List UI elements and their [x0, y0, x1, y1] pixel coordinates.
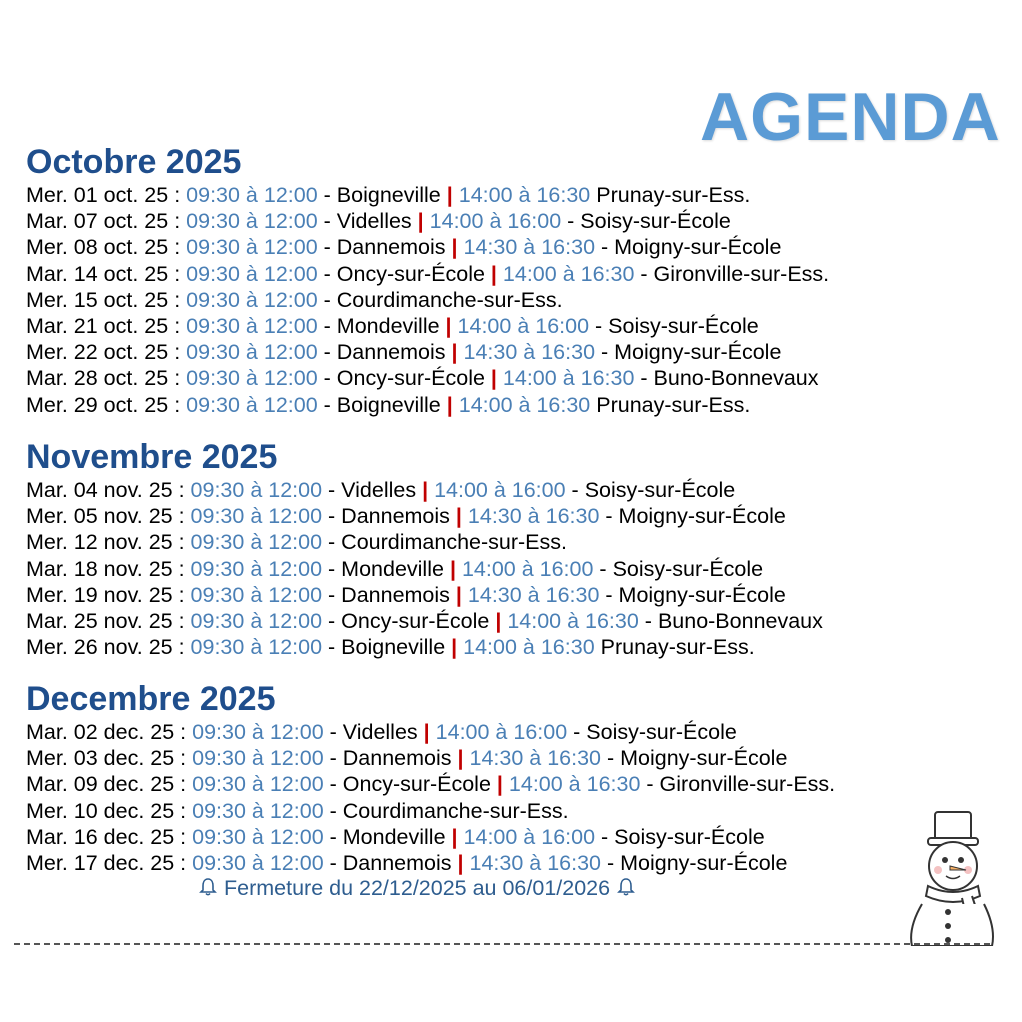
- agenda-entry: [26, 365, 829, 391]
- snowman-illustration: [900, 808, 1000, 951]
- pipe-separator: |: [417, 209, 424, 234]
- morning-place: Dannemois: [336, 340, 446, 365]
- dash-separator: -: [317, 209, 337, 234]
- afternoon-place: Moigny-sur-École: [614, 235, 782, 260]
- afternoon-time: 14:30 à 16:30: [463, 235, 596, 260]
- dash-separator: -: [634, 261, 654, 286]
- afternoon-time: 14:30 à 16:30: [469, 746, 602, 771]
- entry-date: Mar. 14 oct. 25 :: [26, 261, 181, 286]
- agenda-title: AGENDA: [700, 79, 1001, 155]
- agenda-entry: [26, 503, 823, 529]
- morning-time: 09:30 à 12:00: [192, 720, 324, 744]
- dash-separator: -: [561, 209, 581, 234]
- dash-separator: -: [322, 504, 342, 529]
- month-october: [26, 142, 829, 418]
- morning-place: Dannemois: [341, 582, 450, 607]
- dash-separator: -: [595, 340, 615, 365]
- dash-separator: -: [323, 798, 343, 823]
- morning-place: Mondeville: [342, 824, 446, 849]
- afternoon-time: 14:00 à 16:30: [458, 183, 591, 207]
- pipe-separator: |: [451, 235, 458, 260]
- morning-place: Boigneville: [341, 635, 446, 660]
- morning-place: Videlles: [342, 720, 418, 744]
- morning-place: Courdimanche-sur-Ess.: [342, 798, 569, 823]
- pipe-separator: |: [446, 392, 453, 417]
- agenda-entry: [26, 634, 823, 660]
- dash-separator: -: [593, 556, 613, 581]
- pipe-separator: |: [451, 824, 458, 849]
- morning-place: Boigneville: [336, 392, 441, 417]
- morning-time: 09:30 à 12:00: [186, 366, 318, 391]
- morning-time: 09:30 à 12:00: [192, 798, 324, 823]
- morning-place: Mondeville: [336, 314, 440, 339]
- agenda-entry: [26, 824, 835, 850]
- agenda-entry: [26, 582, 823, 608]
- dash-separator: -: [601, 746, 621, 771]
- pipe-separator: |: [457, 746, 464, 771]
- afternoon-place: Soisy-sur-École: [586, 720, 737, 744]
- dash-separator: -: [322, 609, 342, 634]
- pipe-separator: |: [490, 366, 497, 391]
- morning-time: 09:30 à 12:00: [190, 582, 323, 607]
- dash-separator: -: [640, 772, 660, 797]
- dash-separator: -: [317, 366, 337, 391]
- dash-separator: -: [595, 235, 615, 260]
- morning-time: 09:30 à 12:00: [190, 635, 323, 660]
- afternoon-time: 14:30 à 16:30: [463, 340, 596, 365]
- month-december: [26, 679, 835, 876]
- morning-place: Oncy-sur-École: [336, 366, 485, 391]
- entry-date: Mer. 19 nov. 25 :: [26, 582, 185, 607]
- afternoon-place: Moigny-sur-École: [618, 582, 786, 607]
- dash-separator: -: [595, 824, 615, 849]
- bell-icon: [198, 877, 218, 903]
- morning-place: Boigneville: [336, 183, 441, 207]
- morning-place: Dannemois: [336, 235, 446, 260]
- entry-date: Mer. 26 nov. 25 :: [26, 635, 185, 660]
- dash-separator: -: [317, 340, 337, 365]
- entry-date: Mer. 17 dec. 25 :: [26, 851, 187, 876]
- agenda-entry: [26, 339, 829, 365]
- afternoon-place: Buno-Bonnevaux: [657, 609, 823, 634]
- dash-separator: -: [589, 314, 609, 339]
- dashed-divider: [14, 943, 990, 945]
- morning-time: 09:30 à 12:00: [192, 824, 324, 849]
- agenda-entry: [26, 287, 829, 313]
- morning-time: 09:30 à 12:00: [192, 746, 324, 771]
- morning-time: 09:30 à 12:00: [190, 478, 323, 502]
- agenda-entry: [26, 798, 835, 824]
- month-heading: Octobre 2025: [26, 143, 242, 181]
- dash-separator: -: [322, 556, 342, 581]
- morning-time: 09:30 à 12:00: [186, 209, 318, 234]
- dash-separator: -: [567, 720, 587, 744]
- morning-place: Oncy-sur-École: [341, 609, 490, 634]
- afternoon-place: Prunay-sur-Ess.: [600, 635, 755, 660]
- dash-separator: -: [638, 609, 658, 634]
- pipe-separator: |: [449, 556, 456, 581]
- morning-time: 09:30 à 12:00: [190, 504, 323, 529]
- dash-separator: -: [323, 720, 343, 744]
- morning-place: Videlles: [341, 478, 417, 502]
- agenda-entry: [26, 771, 835, 797]
- morning-time: 09:30 à 12:00: [190, 556, 323, 581]
- pipe-separator: |: [457, 851, 464, 876]
- pipe-separator: |: [445, 314, 452, 339]
- closure-notice: [198, 876, 636, 903]
- afternoon-place: Soisy-sur-École: [614, 824, 765, 849]
- afternoon-place: Prunay-sur-Ess.: [596, 183, 751, 207]
- dash-separator: -: [317, 261, 337, 286]
- agenda-entry: [26, 208, 829, 234]
- entry-date: Mar. 18 nov. 25 :: [26, 556, 185, 581]
- morning-place: Courdimanche-sur-Ess.: [341, 530, 567, 555]
- afternoon-place: Gironville-sur-Ess.: [653, 261, 830, 286]
- bell-icon: [616, 877, 636, 903]
- closure-text: Fermeture du 22/12/2025 au 06/01/2026: [223, 876, 611, 900]
- afternoon-time: 14:00 à 16:30: [463, 635, 595, 660]
- agenda-entry: [26, 608, 823, 634]
- afternoon-place: Prunay-sur-Ess.: [596, 392, 751, 417]
- afternoon-time: 14:00 à 16:30: [502, 366, 635, 391]
- agenda-entry: [26, 850, 835, 876]
- morning-place: Oncy-sur-École: [342, 772, 491, 797]
- morning-time: 09:30 à 12:00: [186, 392, 318, 417]
- dash-separator: -: [323, 824, 343, 849]
- agenda-entry: [26, 392, 829, 418]
- agenda-entry: [26, 556, 823, 582]
- afternoon-time: 14:00 à 16:30: [458, 392, 591, 417]
- month-november: [26, 437, 823, 660]
- morning-time: 09:30 à 12:00: [190, 530, 323, 555]
- agenda-entry: [26, 313, 829, 339]
- pipe-separator: |: [496, 772, 503, 797]
- afternoon-place: Moigny-sur-École: [614, 340, 782, 365]
- afternoon-time: 14:00 à 16:00: [435, 720, 568, 744]
- pipe-separator: |: [423, 720, 430, 744]
- morning-place: Dannemois: [341, 504, 450, 529]
- pipe-separator: |: [455, 582, 462, 607]
- month-heading: Decembre 2025: [26, 680, 276, 718]
- afternoon-time: 14:30 à 16:30: [469, 851, 602, 876]
- entry-date: Mar. 07 oct. 25 :: [26, 209, 181, 234]
- entry-date: Mer. 29 oct. 25 :: [26, 392, 181, 417]
- dash-separator: -: [322, 530, 342, 555]
- dash-separator: -: [323, 746, 343, 771]
- entry-date: Mer. 22 oct. 25 :: [26, 340, 181, 365]
- pipe-separator: |: [451, 340, 458, 365]
- morning-place: Oncy-sur-École: [336, 261, 485, 286]
- agenda-entry: [26, 234, 829, 260]
- dash-separator: -: [634, 366, 654, 391]
- dash-separator: -: [601, 851, 621, 876]
- morning-place: Dannemois: [342, 746, 452, 771]
- dash-separator: -: [322, 582, 342, 607]
- morning-time: 09:30 à 12:00: [186, 183, 318, 207]
- entry-date: Mar. 16 dec. 25 :: [26, 824, 187, 849]
- pipe-separator: |: [490, 261, 497, 286]
- dash-separator: -: [322, 635, 342, 660]
- afternoon-time: 14:00 à 16:00: [463, 824, 596, 849]
- afternoon-time: 14:00 à 16:30: [502, 261, 635, 286]
- morning-place: Mondeville: [341, 556, 444, 581]
- afternoon-place: Soisy-sur-École: [612, 556, 764, 581]
- morning-time: 09:30 à 12:00: [186, 314, 318, 339]
- afternoon-time: 14:00 à 16:00: [429, 209, 562, 234]
- entry-date: Mar. 04 nov. 25 :: [26, 478, 185, 502]
- entry-date: Mar. 09 dec. 25 :: [26, 772, 187, 797]
- afternoon-place: Buno-Bonnevaux: [653, 366, 819, 391]
- entry-date: Mar. 21 oct. 25 :: [26, 314, 181, 339]
- dash-separator: -: [317, 183, 337, 207]
- dash-separator: -: [599, 582, 619, 607]
- afternoon-time: 14:00 à 16:30: [508, 772, 641, 797]
- afternoon-time: 14:30 à 16:30: [467, 504, 600, 529]
- dash-separator: -: [317, 392, 337, 417]
- agenda-entry: [26, 719, 835, 745]
- entry-date: Mer. 08 oct. 25 :: [26, 235, 181, 260]
- entry-date: Mar. 28 oct. 25 :: [26, 366, 181, 391]
- month-heading: Novembre 2025: [26, 438, 278, 476]
- entry-list: [26, 477, 823, 660]
- agenda-entry: [26, 745, 835, 771]
- morning-time: 09:30 à 12:00: [192, 851, 324, 876]
- pipe-separator: |: [495, 609, 502, 634]
- entry-date: Mer. 10 dec. 25 :: [26, 798, 187, 823]
- agenda-entry: [26, 261, 829, 287]
- dash-separator: -: [322, 478, 342, 502]
- morning-time: 09:30 à 12:00: [186, 287, 318, 312]
- morning-place: Dannemois: [342, 851, 452, 876]
- morning-time: 09:30 à 12:00: [186, 235, 318, 260]
- morning-time: 09:30 à 12:00: [190, 609, 323, 634]
- afternoon-place: Soisy-sur-École: [608, 314, 759, 339]
- dash-separator: -: [599, 504, 619, 529]
- dash-separator: -: [323, 851, 343, 876]
- pipe-separator: |: [451, 635, 458, 660]
- dash-separator: -: [317, 314, 337, 339]
- dash-separator: -: [317, 287, 337, 312]
- afternoon-place: Gironville-sur-Ess.: [659, 772, 836, 797]
- entry-date: Mer. 15 oct. 25 :: [26, 287, 181, 312]
- afternoon-place: Soisy-sur-École: [584, 478, 736, 502]
- afternoon-time: 14:00 à 16:00: [434, 478, 566, 502]
- afternoon-place: Moigny-sur-École: [620, 746, 788, 771]
- entry-date: Mer. 05 nov. 25 :: [26, 504, 185, 529]
- entry-date: Mer. 01 oct. 25 :: [26, 183, 181, 207]
- pipe-separator: |: [455, 504, 462, 529]
- morning-time: 09:30 à 12:00: [186, 340, 318, 365]
- afternoon-time: 14:00 à 16:00: [461, 556, 594, 581]
- entry-list: [26, 719, 835, 876]
- afternoon-time: 14:00 à 16:30: [507, 609, 639, 634]
- entry-list: [26, 182, 829, 418]
- dash-separator: -: [565, 478, 585, 502]
- morning-time: 09:30 à 12:00: [192, 772, 324, 797]
- afternoon-place: Soisy-sur-École: [580, 209, 731, 234]
- morning-time: 09:30 à 12:00: [186, 261, 318, 286]
- entry-date: Mar. 02 dec. 25 :: [26, 720, 187, 744]
- pipe-separator: |: [422, 478, 429, 502]
- pipe-separator: |: [446, 183, 453, 207]
- agenda-entry: [26, 477, 823, 503]
- agenda-entry: [26, 182, 829, 208]
- afternoon-time: 14:30 à 16:30: [467, 582, 600, 607]
- entry-date: Mar. 25 nov. 25 :: [26, 609, 185, 634]
- entry-date: Mer. 12 nov. 25 :: [26, 530, 185, 555]
- afternoon-time: 14:00 à 16:00: [457, 314, 590, 339]
- morning-place: Courdimanche-sur-Ess.: [336, 287, 563, 312]
- afternoon-place: Moigny-sur-École: [618, 504, 786, 529]
- morning-place: Videlles: [336, 209, 412, 234]
- dash-separator: -: [317, 235, 337, 260]
- agenda-entry: [26, 529, 823, 555]
- afternoon-place: Moigny-sur-École: [620, 851, 788, 876]
- entry-date: Mer. 03 dec. 25 :: [26, 746, 187, 771]
- dash-separator: -: [323, 772, 343, 797]
